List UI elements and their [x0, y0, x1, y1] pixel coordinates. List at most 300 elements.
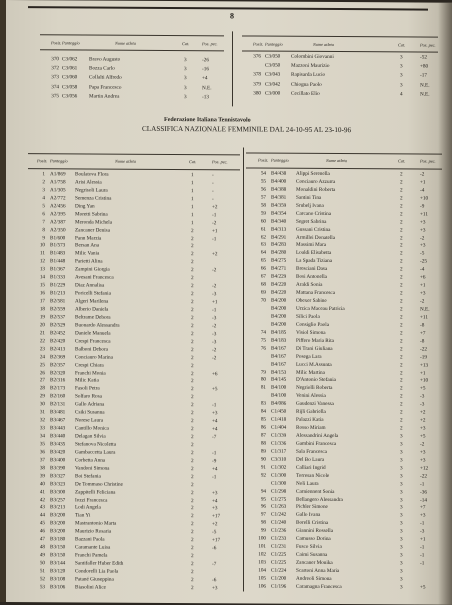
row-athlete-name: Daniele Manuela [75, 331, 111, 336]
row-position: 380 [247, 91, 261, 96]
row-category: 3 [400, 498, 403, 503]
row-previous-position: -9 [420, 204, 424, 209]
row-category: 2 [191, 237, 194, 242]
header-position: Posiz. [258, 158, 268, 163]
row-position: 39 [31, 474, 45, 479]
row-previous-position: +2 [420, 411, 426, 416]
row-position: 98 [252, 521, 266, 526]
row-athlete-name: Chiogna Paolo [291, 82, 322, 87]
row-position: 58 [252, 203, 266, 208]
row-position: 74 [252, 330, 266, 335]
row-position: 21 [31, 331, 45, 336]
row-position: 34 [31, 434, 45, 439]
right-table-rule [246, 167, 442, 169]
row-position: 97 [252, 513, 266, 518]
row-category: 2 [191, 515, 194, 520]
column-divider [232, 31, 233, 106]
row-points: B4/400 [271, 180, 286, 185]
row-previous-position: -2 [212, 284, 216, 289]
header-name: Nome atleta [115, 41, 136, 46]
row-athlete-name: Bozza Carlo [89, 67, 115, 72]
row-position: 68 [252, 283, 266, 288]
row-position: 48 [31, 545, 45, 550]
row-athlete-name: Di Trani Giuliana [296, 346, 333, 351]
row-points: B3/420 [50, 450, 65, 455]
row-category: 2 [400, 180, 403, 185]
row-category: 2 [191, 427, 194, 432]
row-points: C1/300 [271, 473, 286, 478]
row-category: 2 [191, 554, 194, 559]
row-position: 41 [31, 490, 45, 495]
row-points: B4/340 [271, 219, 286, 224]
row-points: C1/242 [271, 513, 286, 518]
row-category: 2 [400, 355, 403, 360]
header-position: Posiz. [51, 40, 61, 45]
row-position: 25 [31, 363, 45, 368]
row-points: B3/108 [50, 577, 65, 582]
row-previous-position: +5 [212, 388, 218, 393]
row-previous-position: -1 [420, 522, 424, 527]
row-athlete-name: Silici Paola [296, 315, 320, 320]
row-position: 24 [31, 355, 45, 360]
row-previous-position: +3 [212, 411, 218, 416]
row-previous-position: -2 [212, 356, 216, 361]
row-points: B4/200 [271, 315, 286, 320]
row-points: B4/220 [271, 291, 286, 296]
row-position: 375 [45, 94, 59, 99]
row-category: 3 [400, 458, 403, 463]
row-position: 79 [252, 370, 266, 375]
row-athlete-name: Caramagna Francesca [296, 585, 342, 590]
row-points: B4/229 [271, 275, 286, 280]
row-athlete-name: Franchi Pamela [75, 554, 107, 559]
row-position: 38 [31, 466, 45, 471]
row-points: A2/772 [50, 196, 66, 201]
row-category: 2 [191, 245, 194, 250]
row-athlete-name: Boulatova Flora [75, 172, 109, 177]
row-category: 2 [191, 308, 194, 313]
row-points: C1/225 [271, 561, 286, 566]
row-athlete-name: Carcano Cristina [296, 211, 331, 216]
row-points: C1/339 [271, 434, 286, 439]
row-athlete-name: Buonardo Alessandra [75, 323, 120, 328]
row-position: 62 [252, 235, 266, 240]
row-previous-position: +3 [420, 450, 426, 455]
row-points: B3/200 [50, 514, 65, 519]
row-points: B4/220 [271, 283, 286, 288]
row-previous-position: -4 [420, 188, 424, 193]
header-category: Cat. [189, 159, 196, 164]
row-position: 55 [252, 179, 266, 184]
row-points: C3/310 [271, 457, 286, 462]
row-points: C3/042 [265, 82, 280, 87]
row-points: B3/200 [50, 522, 65, 527]
row-position: 83 [252, 402, 266, 407]
row-athlete-name: Armillei Donatella [296, 235, 335, 240]
row-previous-position: -2 [420, 173, 424, 178]
row-category: 3 [400, 83, 403, 88]
row-previous-position: -17 [420, 74, 427, 79]
row-previous-position: +3 [420, 514, 426, 519]
row-position: 7 [31, 220, 45, 225]
row-athlete-name: Solfaro Rosa [75, 395, 102, 400]
row-points: B2/173 [50, 387, 65, 392]
federation-title: Federazione Italiana Tennistavolo [164, 117, 251, 124]
row-previous-position: +6 [420, 276, 426, 281]
row-athlete-name: Boi Stefania [75, 474, 101, 479]
row-category: 3 [184, 95, 187, 100]
row-athlete-name: Gambini Francesca [296, 442, 336, 447]
row-category: 2 [191, 340, 194, 345]
row-position: 19 [31, 315, 45, 320]
row-points: B3/257 [50, 498, 65, 503]
row-category: 2 [400, 371, 403, 376]
row-previous-position: -8 [420, 323, 424, 328]
row-category: 2 [191, 570, 194, 575]
row-previous-position: +11 [420, 315, 428, 320]
row-points: B1/229 [50, 283, 65, 288]
row-previous-position: +11 [420, 212, 428, 217]
row-category: 2 [191, 530, 194, 535]
row-previous-position: -2 [212, 269, 216, 274]
row-athlete-name: Maurizio Rosaria [75, 530, 111, 535]
row-previous-position: -6 [212, 578, 216, 583]
row-points: B3/400 [50, 458, 65, 463]
row-category: 1 [191, 205, 194, 210]
row-position: 2 [31, 180, 45, 185]
row-points: B2/320 [50, 371, 65, 376]
row-position: 20 [31, 323, 45, 328]
row-previous-position: +1 [212, 229, 218, 234]
row-position: 8 [31, 228, 45, 233]
row-previous-position: -1 [420, 546, 424, 551]
row-athlete-name: Obexer Sabine [296, 299, 327, 304]
row-position: 84 [252, 410, 266, 415]
row-category: 3 [400, 55, 403, 60]
row-points: B2/131 [50, 403, 65, 408]
row-previous-position: -3 [212, 340, 216, 345]
row-points: B2/452 [50, 331, 65, 336]
row-previous-position: N.E. [202, 86, 212, 91]
row-athlete-name: Mattana Francesca [296, 291, 335, 296]
row-position: 9 [31, 236, 45, 241]
row-points: C3/060 [62, 76, 77, 81]
row-athlete-name: Camusso Dorina [296, 537, 331, 542]
row-athlete-name: Semenza Cristina [75, 196, 111, 201]
row-athlete-name: Delagan Silvia [75, 434, 106, 439]
row-previous-position: +17 [212, 538, 220, 543]
row-athlete-name: Bersan Ana [75, 244, 99, 249]
row-athlete-name: Giannini Rossella [296, 529, 333, 534]
row-category: 3 [400, 482, 403, 487]
row-position: 1 [31, 172, 45, 177]
row-points: A1/305 [50, 188, 66, 193]
row-category: 2 [191, 388, 194, 393]
row-athlete-name: Segret Sabrina [296, 219, 326, 224]
row-athlete-name: Arisi Alessia [75, 180, 102, 185]
row-previous-position: +4 [202, 77, 208, 82]
row-category: 3 [184, 76, 187, 81]
row-previous-position: +1 [212, 300, 218, 305]
row-previous-position: +2 [212, 253, 218, 258]
row-athlete-name: Colombini Giovanni [291, 55, 334, 60]
row-points: C1/263 [271, 505, 286, 510]
row-points: C1/224 [271, 569, 286, 574]
row-previous-position: +1 [420, 180, 426, 185]
row-points: B3/180 [50, 538, 65, 543]
row-previous-position: -1 [212, 237, 216, 242]
row-category: 2 [191, 268, 194, 273]
row-previous-position: -36 [420, 490, 427, 495]
header-position: Posiz. [37, 158, 47, 163]
row-athlete-name: Meronda Michela [75, 220, 112, 225]
row-points: A1/869 [50, 172, 66, 177]
row-category: 2 [191, 538, 194, 543]
row-position: 379 [247, 82, 261, 87]
row-points: A1/758 [50, 180, 66, 185]
row-previous-position: +13 [420, 363, 428, 368]
row-previous-position: -3 [420, 530, 424, 535]
row-category: 2 [400, 331, 403, 336]
row-athlete-name: Vandoni Simona [75, 466, 109, 471]
row-athlete-name: Noli Laura [296, 481, 319, 486]
row-previous-position: - [212, 173, 214, 178]
row-position: 63 [252, 243, 266, 248]
row-previous-position: - [212, 181, 214, 186]
row-points: B4/283 [271, 243, 286, 248]
row-previous-position: -19 [420, 355, 427, 360]
row-category: 2 [191, 459, 194, 464]
row-athlete-name: Biasolini Alice [75, 585, 106, 590]
row-previous-position: +4 [212, 467, 218, 472]
page-number: 8 [230, 11, 234, 20]
row-position: 52 [31, 577, 45, 582]
top-left-rule [40, 34, 224, 36]
row-previous-position: -9 [212, 459, 216, 464]
row-athlete-name: Algeri Marilena [75, 299, 108, 304]
row-points: B3/213 [50, 506, 65, 511]
row-points: B4/438 [271, 172, 286, 177]
row-athlete-name: Loaldi Elisabetta [296, 251, 331, 256]
row-points: B4/280 [271, 251, 286, 256]
row-category: 2 [400, 212, 403, 217]
row-previous-position: +3 [212, 507, 218, 512]
row-position: 89 [252, 449, 266, 454]
row-category: 3 [400, 466, 403, 471]
row-points: B1/483 [50, 252, 65, 257]
row-previous-position: -3 [212, 316, 216, 321]
row-category: 2 [400, 395, 403, 400]
row-points: B3/435 [50, 442, 65, 447]
row-athlete-name: Visiol Simona [296, 331, 326, 336]
row-position: 45 [31, 522, 45, 527]
row-athlete-name: Crespi Francesca [75, 339, 111, 344]
row-position: 6 [31, 212, 45, 217]
row-position: 18 [31, 307, 45, 312]
row-position: 28 [31, 387, 45, 392]
row-points: B4/167 [271, 354, 286, 359]
row-position: 32 [31, 418, 45, 423]
row-points: B2/160 [50, 395, 65, 400]
row-category: 2 [400, 284, 403, 289]
row-athlete-name: Iozzi Francesca [75, 498, 107, 503]
row-category: 3 [400, 65, 403, 70]
row-category: 2 [400, 244, 403, 249]
row-athlete-name: Moretti Sabrina [75, 212, 108, 217]
row-points: C1/200 [271, 577, 286, 582]
row-points: B1/213 [50, 291, 65, 296]
row-points: B2/529 [50, 323, 65, 328]
row-points: C3/050 [265, 55, 280, 60]
row-previous-position: +2 [212, 523, 218, 528]
row-category: 3 [400, 585, 403, 590]
row-points: B2/420 [50, 339, 65, 344]
row-athlete-name: Beltrame Debora [75, 315, 111, 320]
row-position: 30 [31, 402, 45, 407]
row-points: C1/404 [271, 426, 286, 431]
row-previous-position: -25 [420, 260, 427, 265]
row-points: B3/300 [50, 490, 65, 495]
row-previous-position: +17 [212, 515, 220, 520]
row-position: 90 [252, 457, 266, 462]
right-ranking-table [6, 0, 452, 3]
row-position: 105 [252, 576, 266, 581]
row-points: A2/456 [50, 204, 66, 209]
row-athlete-name: Lodi Angela [75, 506, 101, 511]
row-athlete-name: D'Antonio Stefania [296, 378, 336, 383]
row-points: B1/367 [50, 268, 65, 273]
row-athlete-name: Conciauro Marina [75, 355, 113, 360]
row-athlete-name: Alessandrini Angela [296, 434, 338, 439]
row-category: 2 [191, 292, 194, 297]
header-previous-position: Pos. pec. [420, 43, 436, 48]
row-previous-position: +5 [420, 585, 426, 590]
row-points: C1/231 [271, 545, 286, 550]
row-points: C1/317 [271, 450, 286, 455]
row-athlete-name: Bosi Antonella [296, 275, 327, 280]
row-position: 23 [31, 347, 45, 352]
row-points: B3/120 [50, 569, 65, 574]
row-athlete-name: Caimi Susanna [296, 553, 327, 558]
row-category: 3 [400, 490, 403, 495]
row-category: 3 [400, 538, 403, 543]
row-points: B2/369 [50, 355, 65, 360]
row-category: 2 [400, 196, 403, 201]
row-position: 101 [252, 545, 266, 550]
row-points: B2/537 [50, 315, 65, 320]
row-position: 104 [252, 569, 266, 574]
row-position: 26 [31, 371, 45, 376]
row-position: 44 [31, 514, 45, 519]
row-previous-position: -4 [420, 268, 424, 273]
row-athlete-name: La Spada Tiziana [296, 259, 332, 264]
row-category: 2 [191, 435, 194, 440]
row-category: 2 [191, 356, 194, 361]
left-ranking-table [6, 0, 452, 3]
row-points: A2/350 [50, 228, 66, 233]
row-athlete-name: Fusco Silvia [296, 545, 322, 550]
row-category: 2 [191, 380, 194, 385]
row-category: 2 [400, 363, 403, 368]
row-athlete-name: Caramante Luisa [75, 546, 110, 551]
row-athlete-name: Carniennent Sonia [296, 489, 334, 494]
row-position: 64 [252, 251, 266, 256]
row-position: 75 [252, 338, 266, 343]
row-points: B4/354 [271, 211, 286, 216]
row-category: 2 [400, 419, 403, 424]
row-athlete-name: Franchi Monia [75, 371, 106, 376]
row-athlete-name: Negrisoli Laura [75, 188, 108, 193]
row-category: 2 [191, 483, 194, 488]
row-position: 372 [45, 66, 59, 71]
row-previous-position: -13 [202, 95, 209, 100]
row-category: 3 [184, 58, 187, 63]
row-previous-position: +3 [212, 586, 218, 591]
row-position: 378 [247, 73, 261, 78]
row-athlete-name: Gallo Adriana [75, 403, 104, 408]
row-athlete-name: Parietti Alina [75, 260, 103, 265]
row-points: B3/144 [50, 561, 65, 566]
row-position: 370 [45, 57, 59, 62]
row-previous-position: - [212, 189, 214, 194]
row-athlete-name: Urzica Maceau Patricia [296, 307, 345, 313]
row-category: 2 [191, 467, 194, 472]
row-points: B4/183 [271, 338, 286, 343]
row-previous-position: +80 [420, 65, 428, 70]
row-category: 3 [400, 522, 403, 527]
row-points: B4/271 [271, 267, 286, 272]
row-category: 3 [400, 506, 403, 511]
row-category: 2 [191, 522, 194, 527]
row-category: 4 [400, 92, 403, 97]
row-position: 102 [252, 553, 266, 558]
row-athlete-name: Venini Alessia [296, 394, 326, 399]
row-position: 53 [31, 585, 45, 590]
row-athlete-name: Diaz Annalisa [75, 284, 104, 289]
row-athlete-name: Milic Vania [75, 252, 99, 257]
row-points: B4/388 [271, 187, 286, 192]
row-category: 2 [400, 379, 403, 384]
row-category: 1 [191, 173, 194, 178]
row-previous-position: -22 [420, 474, 427, 479]
row-points: B3/200 [50, 530, 65, 535]
row-category: 2 [400, 323, 403, 328]
row-category: 3 [400, 442, 403, 447]
row-category: 2 [400, 260, 403, 265]
row-points: C3/043 [265, 73, 280, 78]
row-athlete-name: Conciauro Azzurra [296, 180, 335, 185]
row-category: 2 [400, 172, 403, 177]
row-previous-position: -1 [212, 213, 216, 218]
row-category: 3 [400, 530, 403, 535]
row-athlete-name: Zampini Giorgia [75, 268, 110, 273]
row-points: B4/167 [271, 346, 286, 351]
top-left-rule [40, 49, 224, 51]
row-points: B3/443 [50, 426, 65, 431]
row-points: B4/200 [271, 299, 286, 304]
row-points: C1/336 [271, 442, 286, 447]
row-category: 2 [191, 260, 194, 265]
row-athlete-name: Gambaccetta Laura [75, 450, 115, 455]
row-position: 57 [252, 195, 266, 200]
row-position: 59 [252, 211, 266, 216]
row-category: 2 [191, 364, 194, 369]
row-position: 56 [252, 187, 266, 192]
row-athlete-name: Rijli Gabriella [296, 410, 326, 415]
page-edge-shadow [438, 3, 452, 605]
row-previous-position: +12 [420, 466, 428, 471]
row-points: B4/275 [271, 259, 286, 264]
